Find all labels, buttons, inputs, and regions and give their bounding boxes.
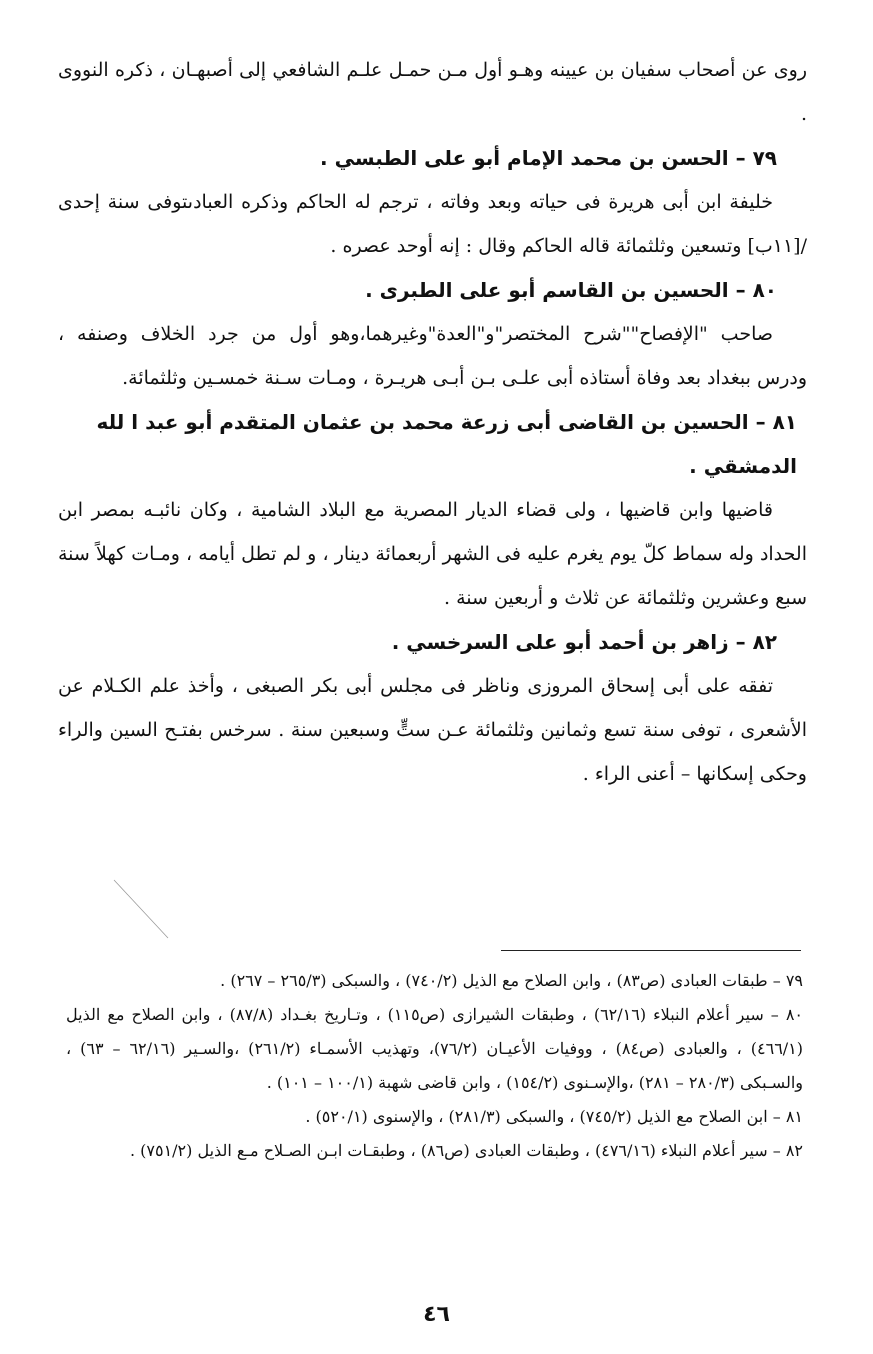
footnotes — [66, 964, 803, 1168]
footnote-81: ٨١ – ابن الصلاح مع الذيل (٧٤٥/٢) ، والسبكى (٢٨١/٣) ، والإسنوى (٥٢٠/١) . — [305, 1107, 803, 1126]
entry-78-continuation: روى عن أصحاب سفيان بن عيينه وهـو أول مـن حمـل علـم الشافعي إلى أصبهـان ، ذكره النووى . — [58, 59, 807, 125]
stray-pen-mark — [112, 878, 182, 948]
entry-81-heading: ٨١ – الحسين بن القاضى أبى زرعة محمد بن عثمان المتقدم أبو عبد ا لله الدمشقي . — [96, 410, 797, 478]
footnote-79: ٧٩ – طبقات العبادى (ص٨٣) ، وابن الصلاح مع الذيل (٧٤٠/٢) ، والسبكى (٢٦٥/٣ – ٢٦٧) . — [220, 971, 803, 990]
page-number: ٤٦ — [423, 1302, 450, 1327]
entry-80-heading: ٨٠ – الحسين بن القاسم أبو على الطبرى . — [365, 278, 777, 302]
entry-82-body: تفقه على أبى إسحاق المروزى وناظر فى مجلس أبى بكر الصبغى ، وأخذ علم الكـلام عن الأشعرى ، توفى سنة تسع وثمانين وثلثمائة عـن ستٍّ وسبعين سنة . سرخس بفتـح السين والراء وحكى إسكانها – أعنى الراء . — [58, 675, 807, 785]
footnote-82: ٨٢ – سير أعلام النبلاء (٤٧٦/١٦) ، وطبقات العبادى (ص٨٦) ، وطبقـات ابـن الصـلاح مـع الذيل (٧٥١/٢) . — [129, 1141, 803, 1160]
entry-80-body: صاحب "الإفصاح""شرح المختصر"و"العدة"وغيرهما،وهو أول من جرد الخلاف وصنفه ، ودرس ببغداد بعد وفاة أستاذه أبى علـى بـن أبـى هريـرة ، ومـات سـنة خمسـين وثلثمائة. — [58, 323, 807, 389]
footnote-divider — [501, 950, 801, 951]
entry-79-body: خليفة ابن أبى هريرة فى حياته وبعد وفاته ، ترجم له الحاكم وذكره العبادىتوفى سنة إحدى /[١١ب] وتسعين وثلثمائة قاله الحاكم وقال : إنه أوحد عصره . — [58, 191, 807, 257]
entry-82-heading: ٨٢ – زاهر بن أحمد أبو على السرخسي . — [391, 630, 777, 654]
main-text — [58, 48, 807, 796]
entry-79-heading: ٧٩ – الحسن بن محمد الإمام أبو على الطبسي . — [320, 146, 777, 170]
footnote-80: ٨٠ – سير أعلام النبلاء (٦٢/١٦) ، وطبقات الشيرازى (ص١١٥) ، وتـاريخ بغـداد (٨٧/٨) ، وابن الصلاح مع الذيل (٤٦٦/١) ، والعبادى (ص٨٤) ، ووفيات الأعيـان (٧٦/٢)، وتهذيب الأسمـاء (٢٦١/٢) ،والسـير (٦٢/١٦ – ٦٣) ، والسـبكى (٢٨٠/٣ – ٢٨١) ،والإسـنوى (١٥٤/٢) ، وابن قاضى شهبة (١٠٠/١ – ١٠١) . — [66, 1005, 804, 1092]
entry-81-body: قاضيها وابن قاضيها ، ولى قضاء الديار المصرية مع البلاد الشامية ، وكان نائبـه بمصر ابن الحداد وله سماط كلّ يوم يغرم عليه فى الشهر أربعمائة دينار ، و لم تطل أيامه ، ومـات كهلاً سنة سبع وعشرين وثلثمائة عن ثلاث و أربعين سنة . — [58, 499, 807, 609]
